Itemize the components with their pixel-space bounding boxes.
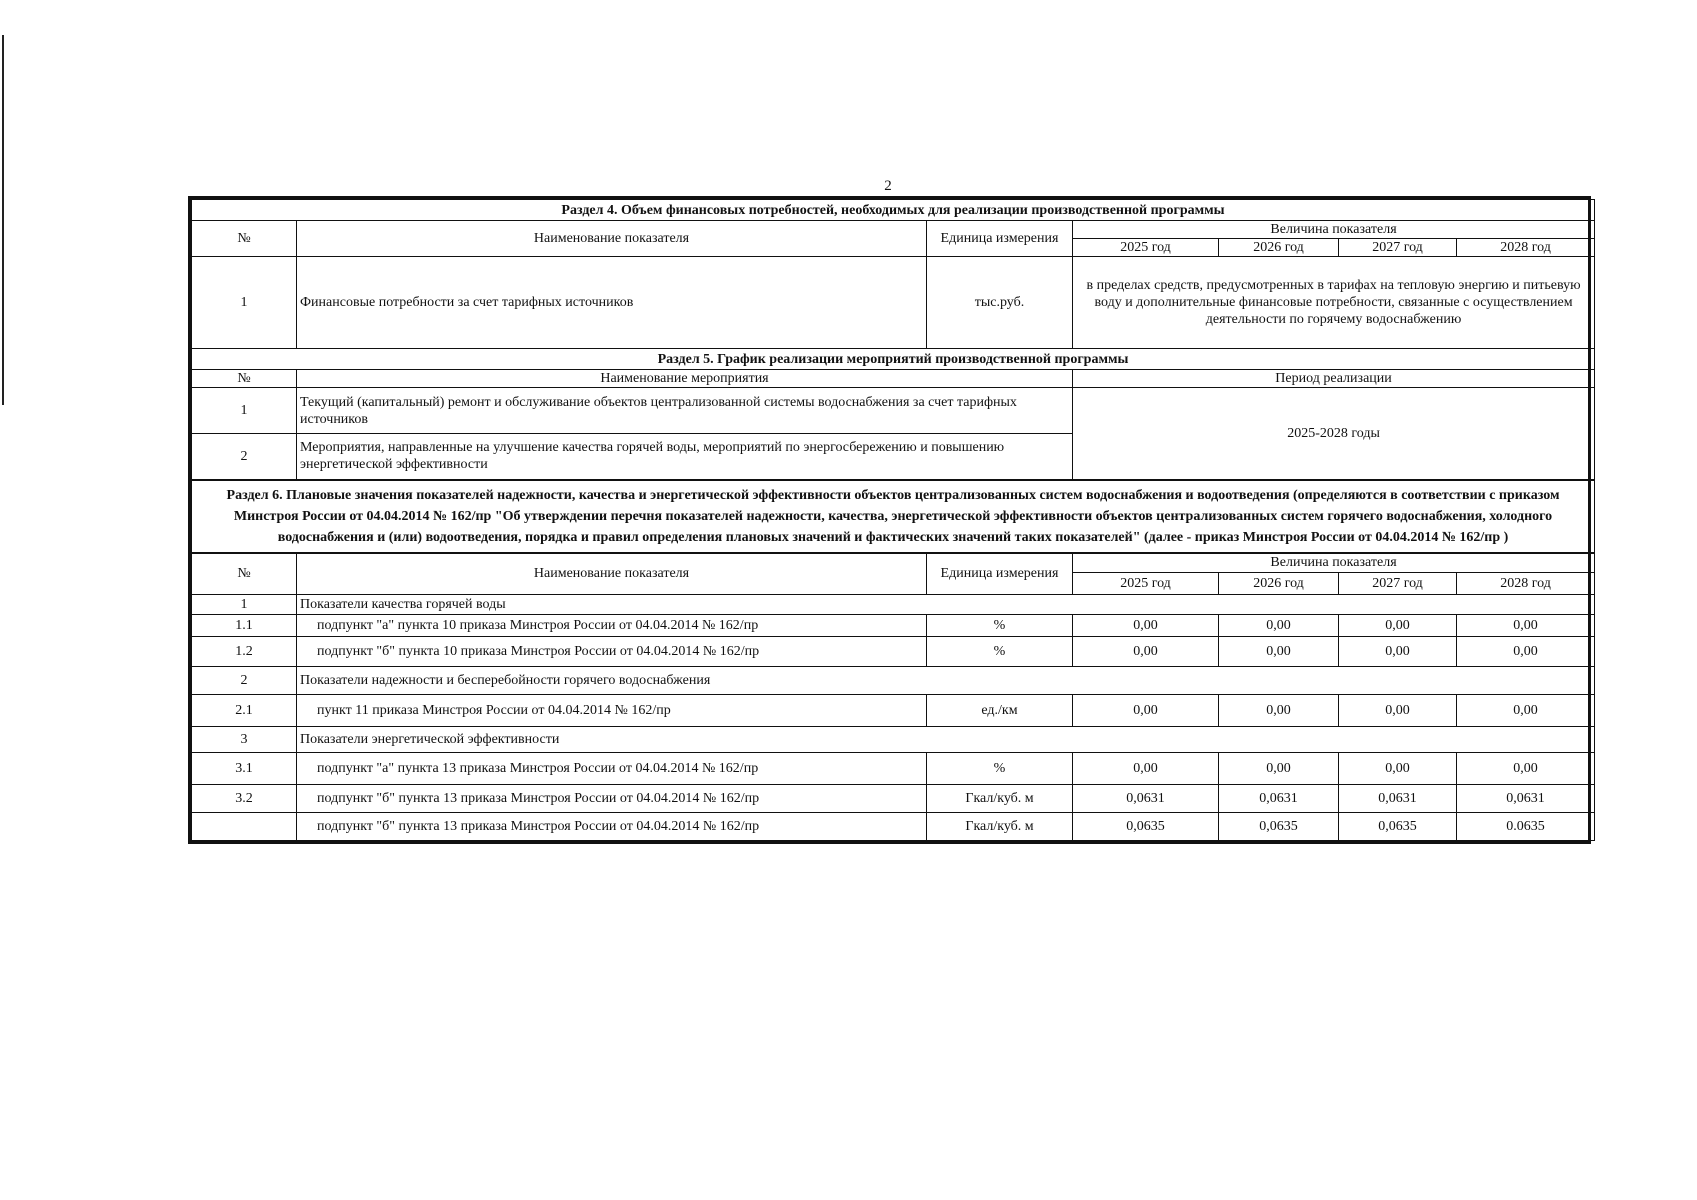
- table-row-name: подпункт "а" пункта 10 приказа Минстроя России от 04.04.2014 № 162/пр: [297, 615, 927, 637]
- s4-row1-value: в пределах средств, предусмотренных в тарифах на тепловую энергию и питьевую воду и дополнительные финансовые потребности, связанные с осуществлением деятельности по горячему водоснабжению: [1073, 257, 1595, 349]
- s6-group1-name: Показатели качества горячей воды: [297, 595, 1595, 615]
- page-number: 2: [884, 178, 892, 194]
- table-row-value: 0,00: [1219, 637, 1339, 667]
- s5-header-num: №: [192, 370, 297, 388]
- section5-title: Раздел 5. График реализации мероприятий производственной программы: [192, 349, 1595, 370]
- table-row-value: 0,00: [1339, 753, 1457, 785]
- s4-year-2025: 2025 год: [1073, 239, 1219, 257]
- table-row-num: 2.1: [192, 695, 297, 727]
- table-row-name: подпункт "б" пункта 13 приказа Минстроя России от 04.04.2014 № 162/пр: [297, 813, 927, 841]
- s6-group2-num: 2: [192, 667, 297, 695]
- table-row-value: 0,00: [1219, 753, 1339, 785]
- table-row-num: 3.2: [192, 785, 297, 813]
- table-row-name: подпункт "б" пункта 13 приказа Минстроя России от 04.04.2014 № 162/пр: [297, 785, 927, 813]
- s6-group3-name: Показатели энергетической эффективности: [297, 727, 1595, 753]
- table-row-value: 0,0631: [1219, 785, 1339, 813]
- s4-row1-num: 1: [192, 257, 297, 349]
- s6-year-2025: 2025 год: [1073, 573, 1219, 595]
- s6-header-name: Наименование показателя: [297, 553, 927, 595]
- s4-row1-unit: тыс.руб.: [927, 257, 1073, 349]
- table-row-value: 0,00: [1339, 695, 1457, 727]
- s5-header-name: Наименование мероприятия: [297, 370, 1073, 388]
- table-row-num: 3.1: [192, 753, 297, 785]
- margin-rule: [2, 35, 4, 405]
- table-row-value: 0,00: [1339, 637, 1457, 667]
- table-row-value: 0,0635: [1073, 813, 1219, 841]
- s4-year-2026: 2026 год: [1219, 239, 1339, 257]
- table-row-value: 0,0635: [1339, 813, 1457, 841]
- table-row-value: 0,0631: [1073, 785, 1219, 813]
- table-row-value: 0,00: [1219, 695, 1339, 727]
- table-row-unit: %: [927, 615, 1073, 637]
- s5-period: 2025-2028 годы: [1073, 388, 1595, 480]
- section4-title: Раздел 4. Объем финансовых потребностей, необходимых для реализации производственной программы: [192, 200, 1595, 221]
- s6-year-2026: 2026 год: [1219, 573, 1339, 595]
- table-row-value: 0,0631: [1457, 785, 1595, 813]
- s4-header-value: Величина показателя: [1073, 221, 1595, 239]
- table-row-value: 0,00: [1457, 637, 1595, 667]
- s6-group3-num: 3: [192, 727, 297, 753]
- s4-row1-name: Финансовые потребности за счет тарифных источников: [297, 257, 927, 349]
- s4-header-unit: Единица измерения: [927, 221, 1073, 257]
- document-table: [188, 196, 1591, 844]
- s5-row1-num: 1: [192, 388, 297, 434]
- table-row-value: 0,00: [1073, 615, 1219, 637]
- table-row-value: 0,00: [1457, 753, 1595, 785]
- s6-header-unit: Единица измерения: [927, 553, 1073, 595]
- table-row-value: 0,00: [1073, 695, 1219, 727]
- s6-group2-name: Показатели надежности и бесперебойности горячего водоснабжения: [297, 667, 1595, 695]
- table-row-unit: %: [927, 637, 1073, 667]
- table-row-value: 0,00: [1073, 637, 1219, 667]
- table-row-num: [192, 813, 297, 841]
- table-row-value: 0,00: [1219, 615, 1339, 637]
- table-row-unit: %: [927, 753, 1073, 785]
- table-row-unit: Гкал/куб. м: [927, 813, 1073, 841]
- table-row-value: 0,0635: [1219, 813, 1339, 841]
- table-row-unit: Гкал/куб. м: [927, 785, 1073, 813]
- table-row-name: пункт 11 приказа Минстроя России от 04.04.2014 № 162/пр: [297, 695, 927, 727]
- table-row-value: 0,00: [1457, 615, 1595, 637]
- table-row-num: 1.2: [192, 637, 297, 667]
- s5-row1-name: Текущий (капитальный) ремонт и обслуживание объектов централизованной системы водоснабжения за счет тарифных источников: [297, 388, 1073, 434]
- table-row-value: 0,00: [1457, 695, 1595, 727]
- s6-year-2028: 2028 год: [1457, 573, 1595, 595]
- s5-row2-name: Мероприятия, направленные на улучшение качества горячей воды, мероприятий по энергосбережению и повышению энергетической эффективности: [297, 434, 1073, 480]
- s6-header-num: №: [192, 553, 297, 595]
- s4-header-num: №: [192, 221, 297, 257]
- s6-group1-num: 1: [192, 595, 297, 615]
- table-row-value: 0,0631: [1339, 785, 1457, 813]
- s6-header-value: Величина показателя: [1073, 553, 1595, 573]
- s4-year-2028: 2028 год: [1457, 239, 1595, 257]
- table-row-name: подпункт "а" пункта 13 приказа Минстроя России от 04.04.2014 № 162/пр: [297, 753, 927, 785]
- table-row-value: 0,00: [1073, 753, 1219, 785]
- s5-header-period: Период реализации: [1073, 370, 1595, 388]
- table-row-num: 1.1: [192, 615, 297, 637]
- table-row-unit: ед./км: [927, 695, 1073, 727]
- section6-title: Раздел 6. Плановые значения показателей надежности, качества и энергетической эффективности объектов централизованных систем водоснабжения и водоотведения (определяются в соответствии с приказом Минстроя России от 04.04.2014 № 162/пр "Об утверждении перечня показателей надежности, качества, энергетической эффективности объектов централизованных систем горячего водоснабжения, холодного водоснабжения и (или) водоотведения, порядка и правил определения плановых значений и фактических значений таких показателей" (далее - приказ Минстроя России от 04.04.2014 № 162/пр ): [192, 480, 1595, 553]
- table-row-value: 0,00: [1339, 615, 1457, 637]
- s4-header-name: Наименование показателя: [297, 221, 927, 257]
- table-row-name: подпункт "б" пункта 10 приказа Минстроя России от 04.04.2014 № 162/пр: [297, 637, 927, 667]
- s6-year-2027: 2027 год: [1339, 573, 1457, 595]
- table-row-value: 0.0635: [1457, 813, 1595, 841]
- s5-row2-num: 2: [192, 434, 297, 480]
- s4-year-2027: 2027 год: [1339, 239, 1457, 257]
